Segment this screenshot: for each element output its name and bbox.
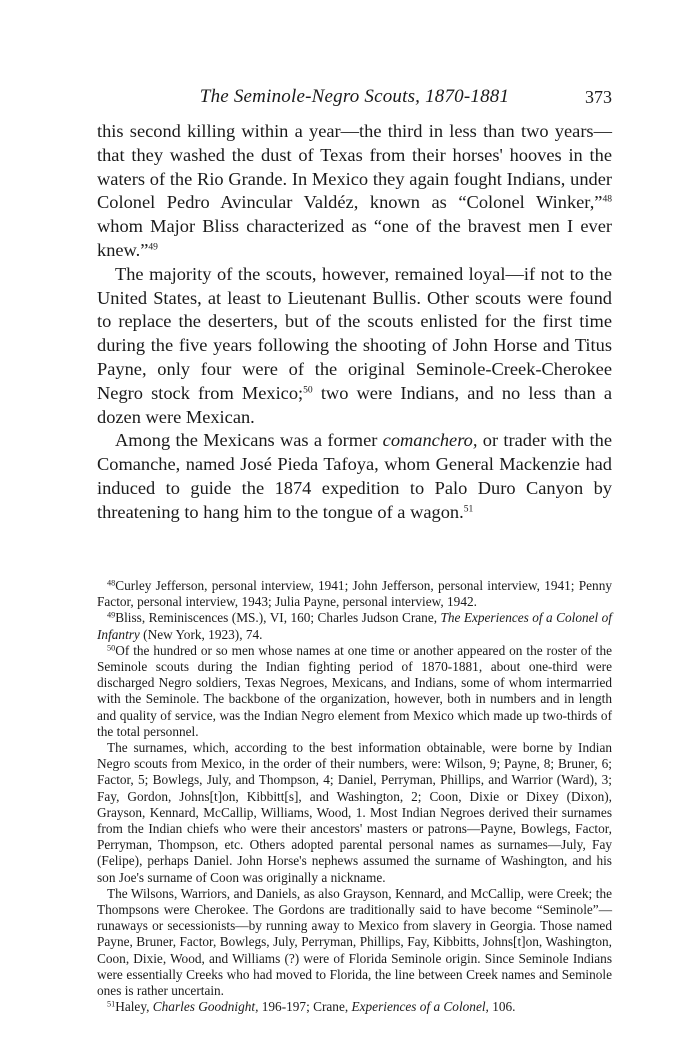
footnote-ref-51[interactable]: 51	[463, 503, 474, 515]
footnote-ref-50[interactable]: 50	[303, 384, 313, 396]
footnote-number: 49	[107, 610, 116, 620]
footnote-ref-48[interactable]: 48	[602, 193, 612, 205]
footnote-number: 48	[107, 578, 116, 588]
page-number: 373	[585, 87, 612, 107]
running-title: The Seminole-Negro Scouts, 1870-1881	[199, 86, 510, 107]
paragraph-1: this second killing within a year—the third in less than two years—that they washed the dust of Texas from their horses' hooves in the waters of the Rio Grande. In Mexico they again fought Indians, under Colonel Pedro Avincular Valdéz, known as “Colonel Winker,”$^{48}$ whom Major Bliss characterized as “one of the bravest men I ever knew.”$^{49}$	[97, 121, 612, 260]
footnote-number: 51	[107, 999, 116, 1009]
paragraph-3: Among the Mexicans was a former comanchero, or trader with the Comanche, named José Pieda Tafoya, whom General Mackenzie had induced to guide the 1874 expedition to Palo Duro Canyon by threatening to hang him to the tongue of a wagon.$^{51}$	[97, 430, 612, 522]
footnote-49: $^{49}$Bliss, Reminiscences (MS.), VI, 160; Charles Judson Crane, The Experiences of a Colonel of Infantry (New York, 1923), 74.	[97, 610, 612, 642]
footnote-50-paragraph-3: The Wilsons, Warriors, and Daniels, as also Grayson, Kennard, and McCallip, were Creek; the Thompsons were Cherokee. The Gordons are traditionally said to have become “Seminole”—runaways or secessionists—by running away to Mexico from slavery in Georgia. Those named Payne, Bruner, Factor, Bowlegs, July, Perryman, Phillips, Fay, Kibbitts, Johns[t]on, Washington, Coon, Dixie, Wood, and Williams (?) were of Florida Seminole origin. Since Seminole Indians were essentially Creeks who had moved to Florida, the line between Creek names and Seminole ones is rather uncertain.	[97, 885, 612, 999]
paragraph-2: The majority of the scouts, however, remained loyal—if not to the United States, at least to Lieutenant Bullis. Other scouts were found to replace the deserters, but of the scouts enlisted for the first time during the five years following the shooting of John Horse and Titus Payne, only four were of the original Seminole-Creek-Cherokee Negro stock from Mexico;$^{50}$ two were Indians, and no less than a dozen were Mexican.	[97, 263, 612, 427]
footnote-number: 50	[107, 643, 116, 653]
footnote-50: $^{50}$Of the hundred or so men whose names at one time or another appeared on the roster of the Seminole scouts during the Indian fighting period of 1870-1881, about one-third were discharged Negro soldiers, Texas Negroes, Mexicans, and Indians, some of whom intermarried with the Seminole. The backbone of the organization, however, both in numbers and in length and quality of service, was the Indian Negro element from Mexico which made up two-thirds of the total personnel.	[97, 642, 612, 739]
footnote-50-paragraph-2: The surnames, which, according to the best information obtainable, were borne by Indian Negro scouts from Mexico, in the order of their numbers, were: Wilson, 9; Payne, 8; Bruner, 6; Factor, 5; Bowlegs, July, and Thompson, 4; Daniel, Perryman, Phillips, and Warrior (Ward), 3; Fay, Gordon, Johns[t]on, Kibbitt[s], and Washington, 2; Coon, Dixie or Dixey (Dixon), Grayson, Kennard, McCallip, Williams, Wood, 1. Most Indian Negroes derived their surnames from the Indian chiefs who were their ancestors' masters or patrons—Payne, Bowlegs, Factor, Perryman, Thompson, etc. Others adopted parental personal names as surnames—July, Fay (Felipe), perhaps Daniel. John Horse's nephews assumed the surname of Washington, and his son Joe's surname of Coon was originally a nickname.	[97, 740, 612, 885]
footnote-48: $^{48}$Curley Jefferson, personal interview, 1941; John Jefferson, personal interview, 1941; Penny Factor, personal interview, 1943; Julia Payne, personal interview, 1942.	[97, 578, 612, 610]
footnote-51: $^{51}$Haley, Charles Goodnight, 196-197; Crane, Experiences of a Colonel, 106.	[107, 999, 516, 1015]
footnote-ref-49[interactable]: 49	[148, 241, 158, 253]
page-header	[97, 86, 612, 110]
body-text	[97, 120, 612, 525]
footnotes	[97, 578, 612, 1015]
